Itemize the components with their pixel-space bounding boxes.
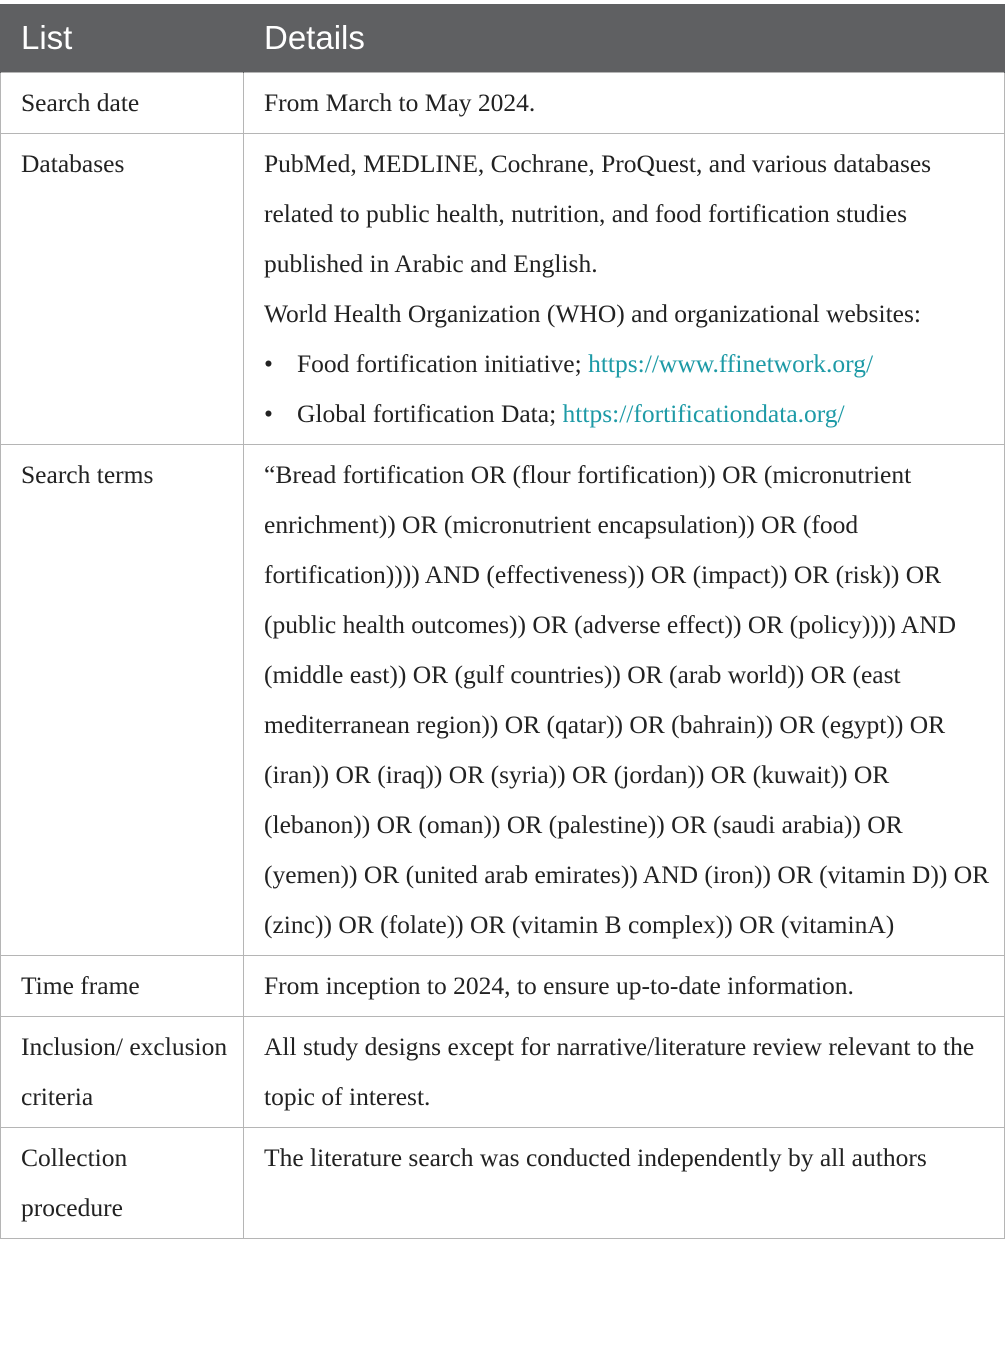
row-detail-inclusion-exclusion: All study designs except for narrative/literature review relevant to the topic of interest. [244, 1016, 1005, 1127]
table-row [1, 1127, 1005, 1238]
header-details: Details [244, 4, 1005, 72]
row-label-search-terms: Search terms [1, 444, 244, 955]
row-label-inclusion-exclusion: Inclusion/ exclusion criteria [1, 1016, 244, 1127]
row-detail-search-date: From March to May 2024. [244, 72, 1005, 133]
table-row [1, 444, 1005, 955]
row-label-databases: Databases [1, 133, 244, 444]
list-item [264, 389, 994, 439]
search-strategy-table [0, 4, 1005, 1239]
row-detail-databases [244, 133, 1005, 444]
row-label-search-date: Search date [1, 72, 244, 133]
website-list [264, 339, 994, 439]
row-label-time-frame: Time frame [1, 955, 244, 1016]
row-detail-collection-procedure: The literature search was conducted independently by all authors [244, 1127, 1005, 1238]
databases-text: PubMed, MEDLINE, Cochrane, ProQuest, and various databases related to public health, nutrition, and food fortification studies published in Arabic and English. [264, 148, 932, 278]
table-header [1, 4, 1005, 72]
website-label: Global fortification Data; [297, 398, 563, 428]
table-row [1, 955, 1005, 1016]
bullet-icon: • [264, 348, 273, 378]
row-detail-search-terms: “Bread fortification OR (flour fortification)) OR (micronutrient enrichment)) OR (micronutrient encapsulation)) OR (food fortification)))) AND (effectiveness)) OR (impact)) OR (risk)) OR (public health outcomes)) OR (adverse effect)) OR (policy)))) AND (middle east)) OR (gulf countries)) OR (arab world)) OR (east mediterranean region)) OR (qatar)) OR (bahrain)) OR (egypt)) OR (iran)) OR (iraq)) OR (syria)) OR (jordan)) OR (kuwait)) OR (lebanon)) OR (oman)) OR (palestine)) OR (saudi arabia)) OR (yemen)) OR (united arab emirates)) AND (iron)) OR (vitamin D)) OR (zinc)) OR (folate)) OR (vitamin B complex)) OR (vitaminA) [244, 444, 1005, 955]
website-label: Food fortification initiative; [297, 348, 589, 378]
ffinetwork-link[interactable]: https://www.ffinetwork.org/ [588, 348, 874, 378]
table-row [1, 1016, 1005, 1127]
header-row [1, 4, 1005, 72]
table-row [1, 72, 1005, 133]
table-body [1, 72, 1005, 1238]
fortificationdata-link[interactable]: https://fortificationdata.org/ [562, 398, 845, 428]
header-list: List [1, 4, 244, 72]
list-item [264, 339, 994, 389]
websites-intro: World Health Organization (WHO) and organizational websites: [264, 298, 921, 328]
row-label-collection-procedure: Collection procedure [1, 1127, 244, 1238]
bullet-icon: • [264, 398, 273, 428]
table-row [1, 133, 1005, 444]
row-detail-time-frame: From inception to 2024, to ensure up-to-date information. [244, 955, 1005, 1016]
